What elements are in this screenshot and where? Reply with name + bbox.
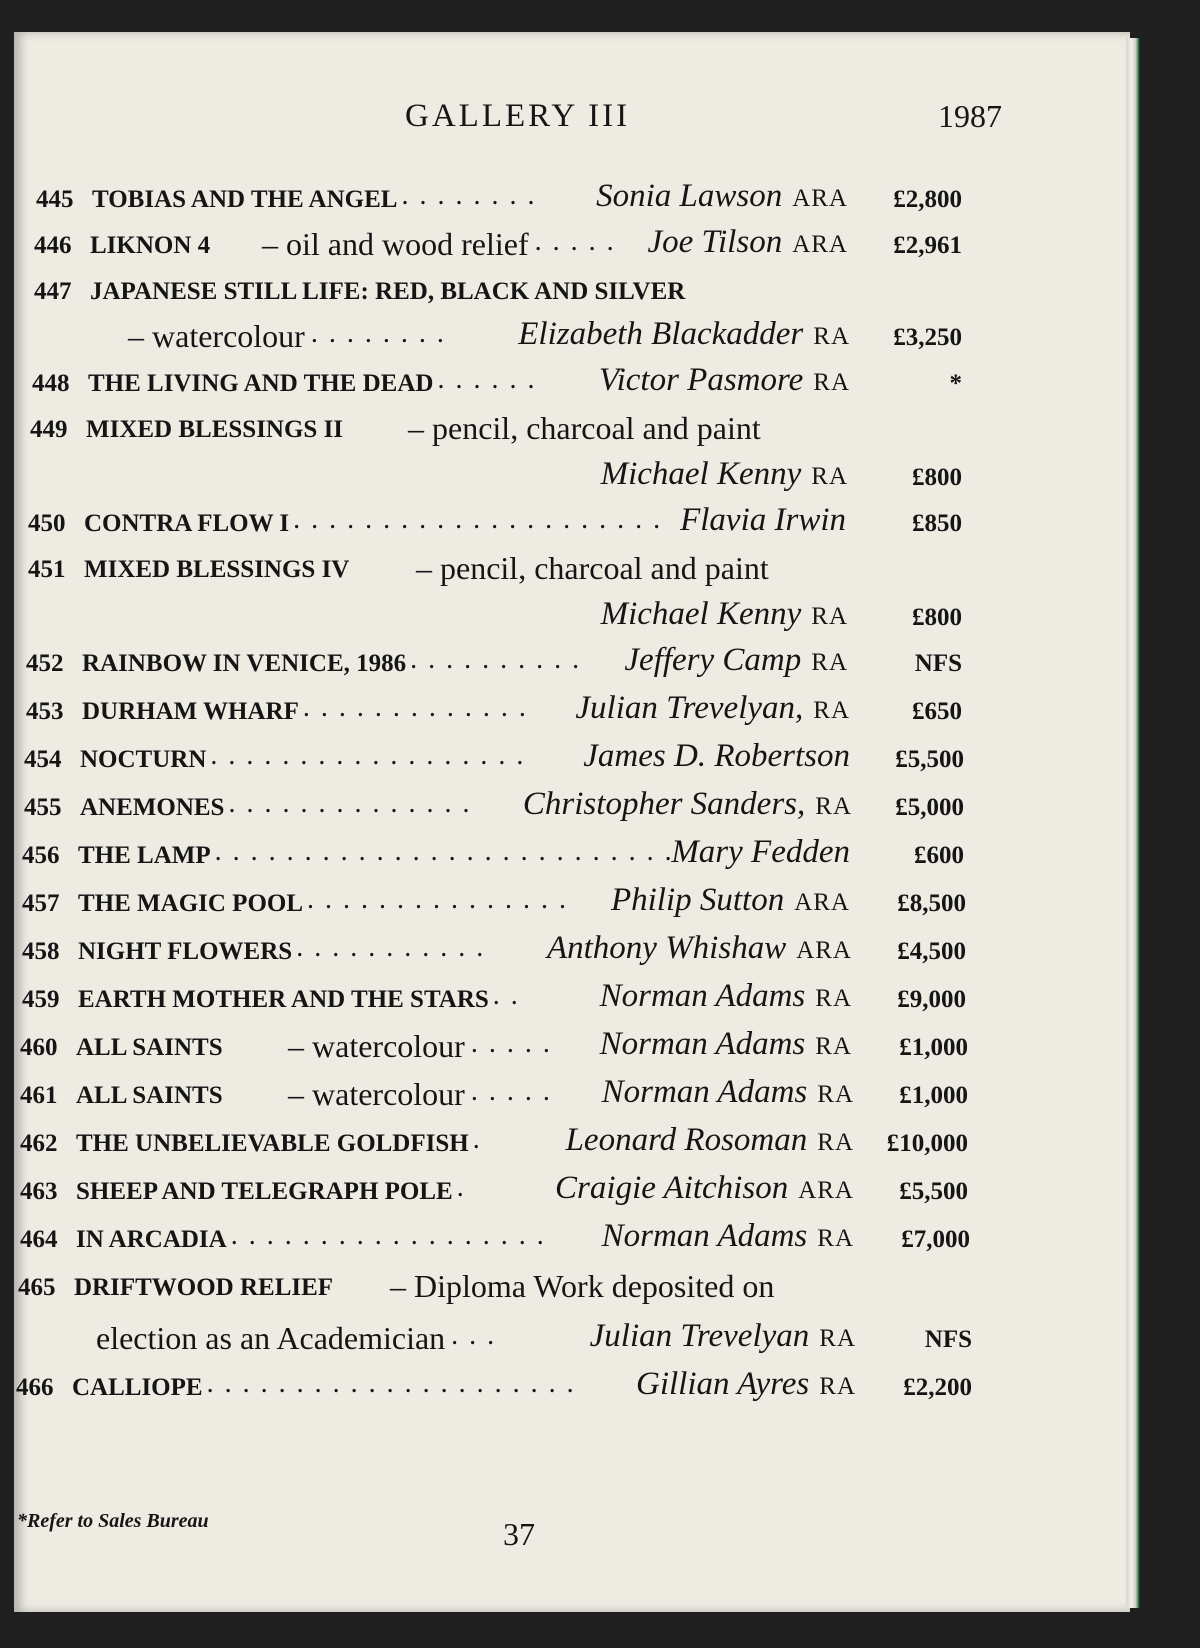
work-title: THE LIVING AND THE DEAD	[88, 370, 434, 397]
work-title: RAINBOW IN VENICE, 1986	[82, 650, 407, 677]
artist-label: Norman Adams	[601, 1074, 808, 1110]
artist-name	[636, 1366, 856, 1403]
academy-honour: ARA	[792, 231, 848, 258]
artist-label: Anthony Whishaw	[546, 930, 787, 966]
catalogue-entry	[0, 690, 1200, 736]
entry-number: 454	[24, 746, 62, 773]
work-title: THE UNBELIEVABLE GOLDFISH	[76, 1130, 469, 1157]
catalogue-entry	[0, 1170, 1200, 1216]
artist-label: Philip Sutton	[610, 882, 785, 918]
work-title: THE MAGIC POOL	[78, 890, 304, 917]
leader-dots: . . . . . . . . . . . . . . .	[307, 884, 569, 915]
work-medium: – pencil, charcoal and paint	[416, 550, 769, 586]
entry-number: 455	[24, 794, 62, 821]
artist-name	[599, 362, 850, 399]
entry-number: 445	[36, 186, 74, 213]
catalogue-entry	[0, 1074, 1200, 1120]
artist-label: Elizabeth Blackadder	[518, 316, 804, 352]
leader-dots: . . . . . .	[437, 364, 537, 395]
entry-number: 453	[26, 698, 64, 725]
academy-honour: ARA	[792, 185, 848, 212]
price: £9,000	[897, 986, 966, 1013]
entry-number: 461	[20, 1082, 58, 1109]
academy-honour: RA	[815, 985, 852, 1012]
artist-name	[523, 786, 852, 823]
price: £7,000	[901, 1226, 970, 1253]
artist-label: Flavia Irwin	[680, 502, 846, 538]
artist-name	[596, 178, 848, 215]
leader-dots: . . .	[451, 1320, 497, 1351]
work-medium: – pencil, charcoal and paint	[408, 410, 761, 446]
artist-label: Jeffery Camp	[624, 642, 802, 678]
price: £2,200	[903, 1374, 972, 1401]
academy-honour: RA	[811, 649, 848, 676]
catalogue-entry	[0, 548, 1200, 594]
artist-label: Christopher Sanders,	[522, 786, 806, 822]
price: £1,000	[899, 1082, 968, 1109]
price: £600	[914, 842, 964, 869]
work-medium: – Diploma Work deposited on	[390, 1268, 775, 1304]
leader-dots: . . . . .	[534, 226, 616, 257]
work-title: NIGHT FLOWERS	[78, 938, 293, 965]
artist-name	[600, 978, 852, 1015]
work-medium: – watercolour	[288, 1028, 465, 1064]
academy-honour: RA	[819, 1373, 856, 1400]
artist-label: Norman Adams	[601, 1218, 808, 1254]
artist-label: Norman Adams	[599, 1026, 806, 1062]
catalogue-entry	[0, 882, 1200, 928]
entry-number: 447	[34, 278, 72, 305]
gallery-title: GALLERY III	[405, 98, 631, 134]
page-header	[0, 98, 1200, 148]
leader-dots: .	[456, 1172, 466, 1203]
leader-dots: . .	[492, 980, 520, 1011]
artist-label: Michael Kenny	[600, 456, 802, 492]
academy-honour: RA	[811, 463, 848, 490]
entry-number: 465	[18, 1274, 56, 1301]
artist-name	[601, 456, 848, 493]
leader-dots: . . . . .	[470, 1076, 552, 1107]
entry-number: 451	[28, 556, 66, 583]
leader-dots: . . . . . . . .	[401, 180, 537, 211]
price: £2,961	[893, 232, 962, 259]
artist-name	[624, 642, 848, 679]
price: £5,000	[895, 794, 964, 821]
work-title: SHEEP AND TELEGRAPH POLE	[76, 1178, 453, 1205]
catalogue-entry	[0, 456, 1200, 502]
price: £650	[912, 698, 962, 725]
artist-label: Gillian Ayres	[636, 1366, 810, 1402]
artist-name	[600, 1026, 852, 1063]
artist-label: Craigie Aitchison	[555, 1170, 789, 1206]
price: *	[949, 370, 962, 397]
price: £5,500	[895, 746, 964, 773]
artist-label: Julian Trevelyan,	[575, 690, 804, 726]
entry-number: 462	[20, 1130, 58, 1157]
artist-label: Leonard Rosoman	[565, 1122, 808, 1158]
leader-dots: . . . . . . . . . . . . .	[302, 692, 528, 723]
academy-honour: RA	[817, 1225, 854, 1252]
artist-label: James D. Robertson	[583, 738, 850, 774]
artist-name	[647, 224, 848, 261]
artist-label: Victor Pasmore	[598, 362, 804, 398]
catalogue-entry	[0, 1218, 1200, 1264]
leader-dots: . . . . .	[470, 1028, 552, 1059]
academy-honour: ARA	[794, 889, 850, 916]
catalogue-entry	[0, 930, 1200, 976]
catalogue-entry	[0, 1122, 1200, 1168]
academy-honour: RA	[811, 603, 848, 630]
catalogue-entry	[0, 224, 1200, 270]
academy-honour: RA	[817, 1129, 854, 1156]
catalogue-entry	[0, 502, 1200, 548]
work-title: JAPANESE STILL LIFE: RED, BLACK AND SILVER	[90, 278, 686, 305]
artist-name	[555, 1170, 854, 1207]
artist-label: Michael Kenny	[600, 596, 802, 632]
price: £10,000	[886, 1130, 968, 1157]
catalogue-entry	[0, 596, 1200, 642]
entry-number: 464	[20, 1226, 58, 1253]
entry-number: 457	[22, 890, 60, 917]
entry-number: 460	[20, 1034, 58, 1061]
page-number: 37	[503, 1516, 535, 1552]
leader-dots: . . . . . . . . . . . . . . . . . .	[230, 1220, 546, 1251]
price: NFS	[914, 650, 962, 677]
academy-honour: RA	[813, 369, 850, 396]
catalogue-entry	[0, 786, 1200, 832]
work-title: DURHAM WHARF	[82, 698, 299, 725]
catalogue-entry	[0, 738, 1200, 784]
artist-name	[680, 502, 846, 539]
catalogue-entry	[0, 834, 1200, 880]
work-title: ALL SAINTS	[76, 1082, 223, 1109]
footnote: *Refer to Sales Bureau	[17, 1510, 209, 1532]
price: £800	[912, 604, 962, 631]
entry-number: 446	[34, 232, 72, 259]
work-title: IN ARCADIA	[76, 1226, 227, 1253]
work-title: TOBIAS AND THE ANGEL	[92, 186, 398, 213]
work-title: ALL SAINTS	[76, 1034, 223, 1061]
entry-number: 450	[28, 510, 66, 537]
artist-name	[583, 738, 850, 775]
artist-name	[601, 596, 848, 633]
price: £850	[912, 510, 962, 537]
artist-label: Norman Adams	[599, 978, 806, 1014]
academy-honour: RA	[817, 1081, 854, 1108]
work-title: MIXED BLESSINGS IV	[84, 556, 350, 583]
catalogue-entry	[0, 362, 1200, 408]
leader-dots: . . . . . . . . . .	[410, 644, 582, 675]
entry-number: 449	[30, 416, 68, 443]
price: £2,800	[893, 186, 962, 213]
work-title: EARTH MOTHER AND THE STARS	[78, 986, 489, 1013]
price: NFS	[924, 1326, 972, 1353]
work-title: NOCTURN	[80, 746, 207, 773]
artist-label: Joe Tilson	[647, 224, 783, 260]
academy-honour: ARA	[798, 1177, 854, 1204]
leader-dots: .	[472, 1124, 482, 1155]
price: £1,000	[899, 1034, 968, 1061]
artist-name	[575, 690, 850, 727]
entry-number: 448	[32, 370, 70, 397]
leader-dots: . . . . . . . . . . . . . . . . . .	[210, 740, 526, 771]
artist-label: Sonia Lawson	[596, 178, 783, 214]
leader-dots: . . . . . . . . . . . . . . . . . . . . . . . . . .	[214, 836, 674, 867]
artist-label: Julian Trevelyan	[589, 1318, 810, 1354]
leader-dots: . . . . . . . .	[310, 318, 446, 349]
work-medium: – watercolour	[128, 318, 305, 354]
leader-dots: . . . . . . . . . . . . . .	[228, 788, 472, 819]
academy-honour: RA	[819, 1325, 856, 1352]
catalogue-year: 1987	[938, 98, 1002, 134]
work-medium: – oil and wood relief	[262, 226, 529, 262]
artist-name	[602, 1074, 854, 1111]
work-title: DRIFTWOOD RELIEF	[74, 1274, 334, 1301]
academy-honour: RA	[815, 1033, 852, 1060]
work-medium: election as an Academician	[96, 1320, 446, 1356]
catalogue-entry	[0, 270, 1200, 316]
catalogue-entry	[0, 1266, 1200, 1312]
academy-honour: ARA	[796, 937, 852, 964]
entry-number: 459	[22, 986, 60, 1013]
catalogue-entry	[0, 1026, 1200, 1072]
artist-label: Mary Fedden	[671, 834, 850, 870]
price: £8,500	[897, 890, 966, 917]
price: £4,500	[897, 938, 966, 965]
artist-name	[611, 882, 850, 919]
price: £800	[912, 464, 962, 491]
work-title: CALLIOPE	[72, 1374, 203, 1401]
catalogue-entry	[0, 978, 1200, 1024]
work-title: ANEMONES	[80, 794, 225, 821]
catalogue-entry	[0, 1366, 1200, 1412]
artist-name	[671, 834, 850, 871]
academy-honour: RA	[813, 323, 850, 350]
work-title: THE LAMP	[78, 842, 211, 869]
price: £5,500	[899, 1178, 968, 1205]
entry-number: 458	[22, 938, 60, 965]
work-title: LIKNON 4	[90, 232, 211, 259]
catalogue-entry	[0, 642, 1200, 688]
price: £3,250	[893, 324, 962, 351]
entry-number: 466	[16, 1374, 54, 1401]
entry-number: 456	[22, 842, 60, 869]
academy-honour: RA	[813, 697, 850, 724]
catalogue-entry	[0, 178, 1200, 224]
leader-dots: . . . . . . . . . . . . . . . . . . . . .	[293, 504, 663, 535]
catalogue-entry	[0, 316, 1200, 362]
work-title: MIXED BLESSINGS II	[86, 416, 344, 443]
work-title: CONTRA FLOW I	[84, 510, 290, 537]
catalogue-entry	[0, 1318, 1200, 1364]
catalogue-entry	[0, 408, 1200, 454]
artist-name	[602, 1218, 854, 1255]
work-medium: – watercolour	[288, 1076, 465, 1112]
artist-name	[518, 316, 850, 353]
artist-name	[566, 1122, 854, 1159]
academy-honour: RA	[815, 793, 852, 820]
leader-dots: . . . . . . . . . . .	[296, 932, 486, 963]
entry-number: 452	[26, 650, 64, 677]
entry-number: 463	[20, 1178, 58, 1205]
leader-dots: . . . . . . . . . . . . . . . . . . . . .	[206, 1368, 576, 1399]
artist-name	[590, 1318, 856, 1355]
artist-name	[547, 930, 852, 967]
